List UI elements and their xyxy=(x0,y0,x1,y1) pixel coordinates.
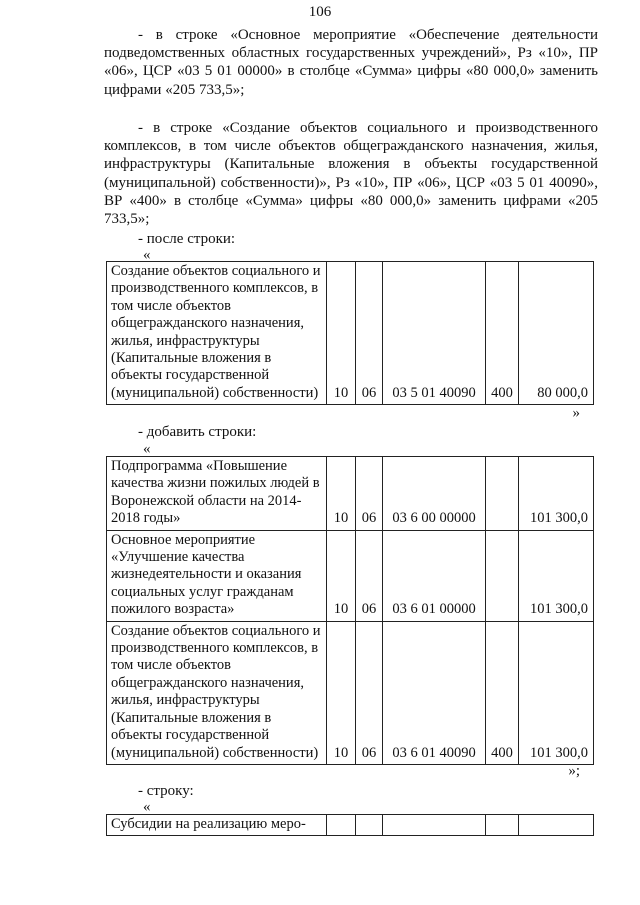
cell-pr: 06 xyxy=(356,530,383,621)
after-line-label: - после строки: xyxy=(138,231,236,247)
cell-vr xyxy=(486,530,519,621)
cell-csr: 03 6 01 00000 xyxy=(383,530,486,621)
table-add-lines xyxy=(106,456,594,765)
cell-name: Основное мероприятие «Улучшение качества жизнедеятельности и оказания социальных услуг гражданам пожилого возраста» xyxy=(107,530,327,621)
cell-name: Субсидии на реализацию меро- xyxy=(107,815,327,836)
cell-sum: 101 300,0 xyxy=(519,457,594,531)
cell-vr: 400 xyxy=(486,262,519,405)
cell-csr: 03 6 00 00000 xyxy=(383,457,486,531)
cell-rz xyxy=(327,815,356,836)
cell-name: Подпрограмма «Повышение качества жизни пожилых людей в Воронежской области на 2014-2018 годы» xyxy=(107,457,327,531)
cell-pr xyxy=(356,815,383,836)
line-label: - строку: xyxy=(138,783,194,799)
cell-pr: 06 xyxy=(356,262,383,405)
paragraph-2: - в строке «Создание объектов социального и производственного комплексов, в том числе объектов общегражданского назначения, жилья, инфраструктуры (Капитальные вложения в объекты государственной (муниципальной) собственности)», Рз «10», ПР «06», ЦСР «03 5 01 40090», ВР «400» в столбце «Сумма» цифры «80 000,0» заменить цифрами «205 733,5»; xyxy=(104,120,598,228)
cell-rz: 10 xyxy=(327,621,356,764)
open-quote-2: « xyxy=(143,441,151,457)
open-quote-3: « xyxy=(143,799,151,815)
add-lines-label: - добавить строки: xyxy=(138,424,257,440)
cell-sum: 101 300,0 xyxy=(519,621,594,764)
cell-vr xyxy=(486,457,519,531)
cell-rz: 10 xyxy=(327,262,356,405)
cell-vr xyxy=(486,815,519,836)
close-quote-1: » xyxy=(572,405,580,421)
cell-vr: 400 xyxy=(486,621,519,764)
page-number: 106 xyxy=(308,4,332,20)
cell-rz: 10 xyxy=(327,530,356,621)
table-row xyxy=(107,621,594,764)
cell-name: Создание объектов социального и производственного комплексов, в том числе объектов общегражданского назначения, жилья, инфраструктуры (Капитальные вложения в объекты государственной (муниципальной) собственности) xyxy=(107,262,327,405)
cell-sum xyxy=(519,815,594,836)
cell-sum: 80 000,0 xyxy=(519,262,594,405)
table-line xyxy=(106,814,594,836)
close-quote-2: »; xyxy=(568,763,580,779)
cell-csr: 03 5 01 40090 xyxy=(383,262,486,405)
cell-csr: 03 6 01 40090 xyxy=(383,621,486,764)
table-row xyxy=(107,815,594,836)
table-row xyxy=(107,262,594,405)
paragraph-1: - в строке «Основное мероприятие «Обеспечение деятельности подведомственных областных государственных учреждений», Рз «10», ПР «06», ЦСР «03 5 01 00000» в столбце «Сумма» цифры «80 000,0» заменить цифрами «205 733,5»; xyxy=(104,27,598,98)
cell-name: Создание объектов социального и производственного комплексов, в том числе объектов общегражданского назначения, жилья, инфраструктуры (Капитальные вложения в объекты государственной (муниципальной) собственности) xyxy=(107,621,327,764)
table-after-line xyxy=(106,261,594,405)
table-row xyxy=(107,530,594,621)
open-quote-1: « xyxy=(143,247,151,263)
table-row xyxy=(107,457,594,531)
cell-rz: 10 xyxy=(327,457,356,531)
cell-csr xyxy=(383,815,486,836)
cell-pr: 06 xyxy=(356,621,383,764)
cell-sum: 101 300,0 xyxy=(519,530,594,621)
cell-pr: 06 xyxy=(356,457,383,531)
